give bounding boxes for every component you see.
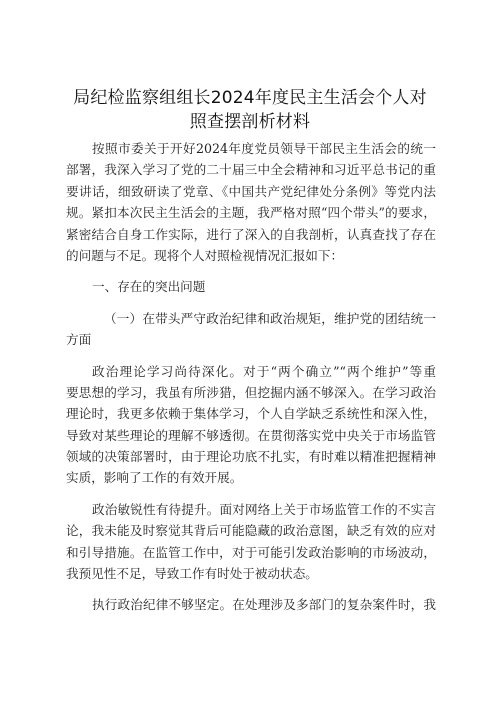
text-line: 政治理论学习尚待深化。对于“两个确立”“两个维护”等重 <box>92 363 436 379</box>
text-line: 领域的决策部署时，由于理论功底不扎实，有时难以精准把握精神 <box>66 449 436 465</box>
heading-line: 方面 <box>66 332 92 348</box>
document-body <box>66 138 436 616</box>
text-line: 我预见性不足，导致工作有时处于被动状态。 <box>66 566 318 582</box>
paragraph-discipline <box>66 594 436 615</box>
paragraph-theory-study <box>66 361 436 489</box>
document-title <box>60 86 440 134</box>
text-line: 规。紧扣本次民主生活会的主题，我严格对照“四个带头”的要求， <box>66 205 436 221</box>
paragraph-intro <box>66 138 436 266</box>
text-line: 要思想的学习，我虽有所涉猎，但挖掘内涵不够深入。在学习政治 <box>66 384 436 400</box>
section-heading <box>66 276 436 297</box>
heading-line: 一、存在的突出问题 <box>92 279 206 295</box>
text-line: 紧密结合自身工作实际，进行了深入的自我剖析，认真查找了存在 <box>66 226 436 242</box>
text-line: 按照市委关于开好2024年度党员领导干部民主生活会的统一 <box>92 141 436 156</box>
text-line: 实质，影响了工作的有效开展。 <box>66 470 243 486</box>
text-line: 的问题与不足。现将个人对照检视情况汇报如下： <box>66 247 344 263</box>
text-line: 论，我未能及时察觉其背后可能隐藏的政治意图，缺乏有效的应对 <box>66 523 436 539</box>
text-line: 理论时，我更多依赖于集体学习，个人自学缺乏系统性和深入性， <box>66 406 436 422</box>
heading-line: （一）在带头严守政治纪律和政治规矩，维护党的团结统一 <box>104 310 436 326</box>
text-line: 部署，我深入学习了党的二十届三中全会精神和习近平总书记的重 <box>66 162 436 178</box>
paragraph-political-sensitivity <box>66 499 436 585</box>
title-line-2: 照查摆剖析材料 <box>189 112 311 132</box>
text-line: 执行政治纪律不够坚定。在处理涉及多部门的复杂案件时，我 <box>92 597 436 613</box>
subsection-heading <box>66 308 436 351</box>
text-line: 要讲话，细致研读了党章、《中国共产党纪律处分条例》等党内法 <box>66 183 436 199</box>
title-line-1: 局纪检监察组组长2024年度民主生活会个人对 <box>73 88 427 108</box>
text-line: 导致对某些理论的理解不够透彻。在贯彻落实党中央关于市场监管 <box>66 427 436 443</box>
text-line: 政治敏锐性有待提升。面对网络上关于市场监管工作的不实言 <box>92 501 436 517</box>
text-line: 和引导措施。在监管工作中，对于可能引发政治影响的市场波动， <box>66 544 436 560</box>
